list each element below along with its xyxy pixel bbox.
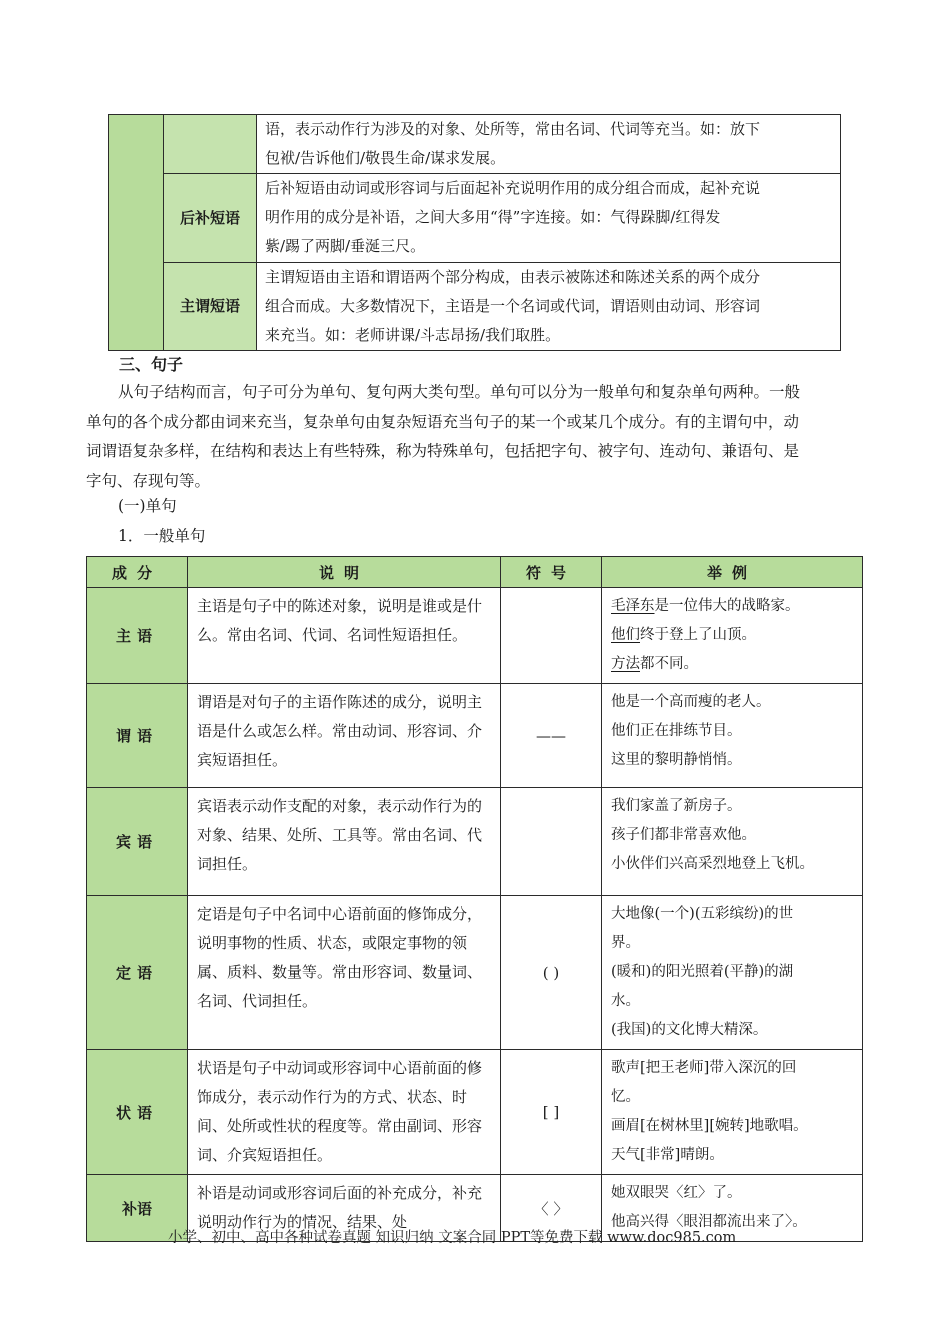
component-description: 状语是句子中动词或形容词中心语前面的修饰成分，表示动作行为的方式、状态、时间、处所或性状的程度等。常由副词、形容词、介宾短语担任。 xyxy=(188,1050,501,1175)
section-heading: 三、句子 xyxy=(119,355,184,374)
component-description: 主语是句子中的陈述对象，说明是谁或是什么。常由名词、代词、名词性短语担任。 xyxy=(188,588,501,684)
component-name: 定语 xyxy=(87,896,188,1050)
component-examples: 大地像(一个)(五彩缤纷)的世 界。 (暖和)的阳光照着(平静)的湖 水。 (我国)的文化博大精深。 xyxy=(602,896,863,1050)
table-row xyxy=(87,588,863,684)
component-name: 补语 xyxy=(87,1175,188,1242)
component-symbol: ( ) xyxy=(501,896,602,1050)
header-symbol: 符号 xyxy=(501,557,602,588)
component-description: 定语是句子中名词中心语前面的修饰成分，说明事物的性质、状态，或限定事物的领属、质料、数量等。常由形容词、数量词、名词、代词担任。 xyxy=(188,896,501,1050)
table-row xyxy=(87,788,863,896)
header-component: 成分 xyxy=(87,557,188,588)
phrase-description: 主谓短语由主语和谓语两个部分构成，由表示被陈述和陈述关系的两个成分 组合而成。大多数情况下，主语是一个名词或代词，谓语则由动词、形容词 来充当。如：老师讲课/斗志昂扬/我们取胜。 xyxy=(257,263,841,351)
component-description: 宾语表示动作支配的对象，表示动作行为的对象、结果、处所、工具等。常由名词、代词担任。 xyxy=(188,788,501,896)
component-symbol xyxy=(501,588,602,684)
component-symbol: [ ] xyxy=(501,1050,602,1175)
phrase-label xyxy=(164,115,257,174)
table-row xyxy=(87,896,863,1050)
component-symbol: —— xyxy=(501,684,602,788)
component-examples: 她双眼哭〈红〉了。 他高兴得〈眼泪都流出来了〉。 xyxy=(602,1175,863,1242)
component-name: 宾语 xyxy=(87,788,188,896)
component-examples: 他是一个高而瘦的老人。 他们正在排练节目。 这里的黎明静悄悄。 xyxy=(602,684,863,788)
phrase-label: 主谓短语 xyxy=(164,263,257,351)
component-name: 状语 xyxy=(87,1050,188,1175)
component-examples: 毛泽东是一位伟大的战略家。 他们终于登上了山顶。 方法都不同。 xyxy=(602,588,863,684)
component-description: 补语是动词或形容词后面的补充成分，补充说明动作行为的情况、结果、处 xyxy=(188,1175,501,1242)
sentence-components-table xyxy=(86,556,863,1242)
table-row xyxy=(87,1050,863,1175)
header-description: 说明 xyxy=(188,557,501,588)
phrase-category-cell xyxy=(109,115,164,351)
phrase-label: 后补短语 xyxy=(164,174,257,263)
phrase-description: 后补短语由动词或形容词与后面起补充说明作用的成分组合而成，起补充说 明作用的成分是补语，之间大多用“得”字连接。如：气得跺脚/红得发 紫/踢了两脚/垂涎三尺。 xyxy=(257,174,841,263)
component-examples: 歌声[把王老师]带入深沉的回 忆。 画眉[在树林里][婉转]地歌唱。 天气[非常]晴朗。 xyxy=(602,1050,863,1175)
component-examples: 我们家盖了新房子。 孩子们都非常喜欢他。 小伙伴们兴高采烈地登上飞机。 xyxy=(602,788,863,896)
phrase-description: 语，表示动作行为涉及的对象、处所等，常由名词、代词等充当。如：放下 包袱/告诉他们/敬畏生命/谋求发展。 xyxy=(257,115,841,174)
header-example: 举例 xyxy=(602,557,863,588)
intro-paragraph: 从句子结构而言，句子可分为单句、复句两大类句型。单句可以分为一般单句和复杂单句两种。一般 单句的各个成分都由词来充当，复杂单句由复杂短语充当句子的某一个或某几个成分。有的主谓句中，动 词谓语复杂多样，在结构和表达上有些特殊，称为特殊单句，包括把字句、被字句、连动句、兼语句、是 字句、存现句等。 xyxy=(86,383,801,490)
sub-sub-heading: 1．一般单句 xyxy=(118,527,206,545)
component-description: 谓语是对句子的主语作陈述的成分，说明主语是什么或怎么样。常由动词、形容词、介宾短语担任。 xyxy=(188,684,501,788)
sub-heading: (一)单句 xyxy=(118,497,177,515)
component-symbol: 〈 〉 xyxy=(501,1175,602,1242)
component-symbol xyxy=(501,788,602,896)
page-footer: 小学、初中、高中各种试卷真题 知识归纳 文案合同 PPT等免费下载 www.doc985.com xyxy=(168,1230,737,1246)
component-name: 主语 xyxy=(87,588,188,684)
phrase-table xyxy=(108,114,841,351)
component-name: 谓语 xyxy=(87,684,188,788)
table-row xyxy=(87,684,863,788)
